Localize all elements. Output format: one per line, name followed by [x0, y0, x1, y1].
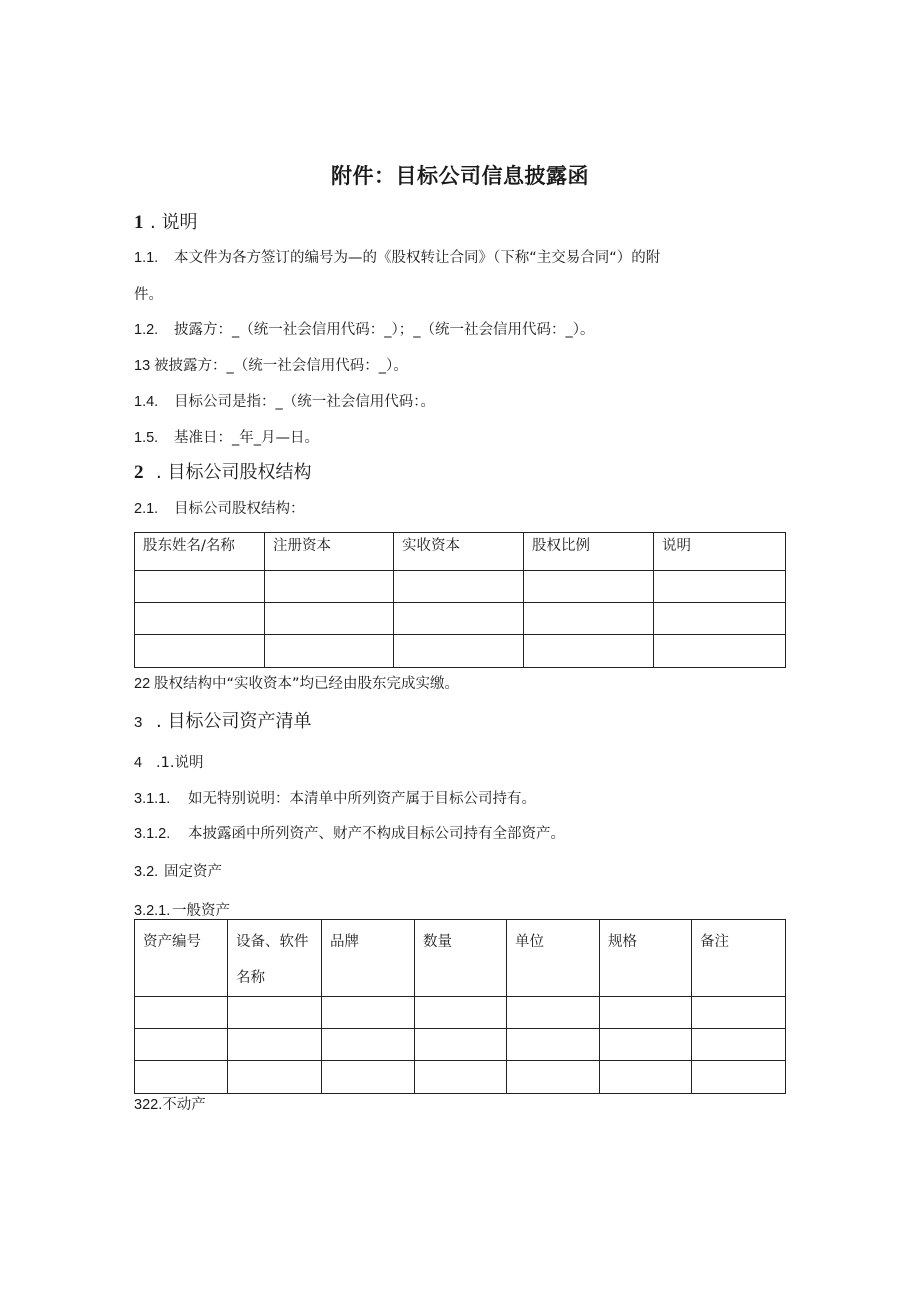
paragraph-3-2-1 [134, 899, 230, 920]
table-header-cell: 备注 [692, 920, 786, 997]
general-assets-table [134, 919, 786, 1094]
paragraph-3-2-1-text: 一般资产 [172, 903, 230, 919]
section-1-heading [134, 208, 197, 234]
paragraph-2-2-number: 22 [134, 676, 151, 692]
paragraph-1-4 [134, 390, 435, 411]
table-header-cell: 规格 [600, 920, 692, 997]
table-header-cell: 数量 [415, 920, 507, 997]
table-cell [228, 1029, 322, 1061]
paragraph-2-2-text: 股权结构中“实收资本”均已经由股东完成实缴。 [154, 676, 460, 692]
table-cell [265, 603, 394, 635]
paragraph-1-2-text: 披露方：_（统一社会信用代码：_）；_（统一社会信用代码：_）。 [174, 322, 595, 338]
table-cell [692, 1029, 786, 1061]
section-3-heading [134, 707, 311, 733]
paragraph-3-1-2-number: 3.1.2. [134, 826, 171, 842]
paragraph-3-2-text: 固定资产 [164, 864, 222, 880]
paragraph-2-2 [134, 672, 459, 693]
table-cell [692, 997, 786, 1029]
paragraph-1-2-number: 1.2. [134, 322, 159, 338]
paragraph-3-2 [134, 860, 222, 881]
paragraph-2-1-number: 2.1. [134, 501, 159, 517]
section-1-title: . 说明 [150, 212, 198, 233]
paragraph-3-1-1-text: 如无特别说明：本清单中所列资产属于目标公司持有。 [188, 791, 536, 807]
table-cell [692, 1061, 786, 1094]
table-cell [135, 603, 265, 635]
table-cell [265, 571, 394, 603]
paragraph-3-2-number: 3.2. [134, 864, 159, 880]
paragraph-4-1-text: .1.说明 [156, 755, 204, 771]
table-cell [654, 635, 786, 668]
table-cell [228, 1061, 322, 1094]
table-cell [507, 1029, 600, 1061]
table-row [135, 997, 786, 1029]
paragraph-1-3-number: 13 [134, 358, 151, 374]
table-cell [135, 1061, 228, 1094]
paragraph-3-2-2-number: 322. [134, 1097, 163, 1113]
table-cell [135, 997, 228, 1029]
paragraph-3-2-1-number: 3.2.1. [134, 903, 171, 919]
table-cell [228, 997, 322, 1029]
table-cell [524, 635, 654, 668]
table-header-cell: 说明 [654, 533, 786, 571]
table-cell [322, 1029, 415, 1061]
section-2-title: . 目标公司股权结构 [156, 462, 312, 483]
paragraph-3-1-1-number: 3.1.1. [134, 791, 171, 807]
paragraph-2-1 [134, 497, 305, 518]
paragraph-1-1-continued: 件。 [134, 287, 163, 303]
section-2-number: 2 [134, 462, 144, 483]
paragraph-1-5-text: 基准日：_年_月—日。 [174, 430, 319, 446]
paragraph-1-1-number: 1.1. [134, 250, 159, 266]
table-header-cell: 品牌 [322, 920, 415, 997]
section-1-number: 1 [134, 212, 144, 233]
paragraph-3-2-2 [134, 1093, 206, 1114]
section-3-title: . 目标公司资产清单 [156, 711, 312, 732]
paragraph-3-2-2-text: 不动产 [162, 1097, 206, 1113]
paragraph-1-1-text: 本文件为各方签订的编号为—的《股权转让合同》（下称“主交易合同“）的附 [174, 250, 661, 266]
table-cell [322, 1061, 415, 1094]
table-cell [135, 1029, 228, 1061]
table-header-cell: 设备、软件名称 [228, 920, 322, 997]
table-cell [394, 635, 524, 668]
table-row [135, 1029, 786, 1061]
table-cell [524, 571, 654, 603]
table-header-row [135, 533, 786, 571]
table-cell [394, 603, 524, 635]
table-row [135, 571, 786, 603]
table-cell [600, 1029, 692, 1061]
paragraph-1-5-number: 1.5. [134, 430, 159, 446]
paragraph-1-2 [134, 318, 595, 339]
paragraph-3-1-2 [134, 822, 565, 843]
table-cell [415, 1029, 507, 1061]
paragraph-2-1-text: 目标公司股权结构： [174, 501, 305, 517]
table-cell [135, 635, 265, 668]
table-header-cell: 单位 [507, 920, 600, 997]
equity-structure-table [134, 532, 786, 668]
paragraph-4-1-number: 4 [134, 755, 143, 771]
section-3-number: 3 [134, 714, 143, 731]
paragraph-3-1-1 [134, 787, 536, 808]
table-cell [135, 571, 265, 603]
table-cell [654, 571, 786, 603]
table-header-cell: 股权比例 [524, 533, 654, 571]
table-cell [322, 997, 415, 1029]
document-title: 附件：目标公司信息披露函 [331, 164, 589, 188]
paragraph-3-1-2-text: 本披露函中所列资产、财产不构成目标公司持有全部资产。 [188, 826, 565, 842]
paragraph-1-5 [134, 426, 319, 447]
paragraph-1-3-text: 被披露方：_（统一社会信用代码：_）。 [154, 358, 408, 374]
table-cell [507, 997, 600, 1029]
paragraph-1-4-text: 目标公司是指：_（统一社会信用代码：。 [174, 394, 435, 410]
table-cell [265, 635, 394, 668]
table-header-cell: 资产编号 [135, 920, 228, 997]
table-cell [600, 1061, 692, 1094]
table-cell [600, 997, 692, 1029]
table-cell [415, 1061, 507, 1094]
paragraph-1-1 [134, 246, 660, 267]
paragraph-1-4-number: 1.4. [134, 394, 159, 410]
table-row [135, 635, 786, 668]
table-cell [654, 603, 786, 635]
paragraph-4-1 [134, 751, 203, 772]
table-header-cell: 股东姓名/名称 [135, 533, 265, 571]
table-row [135, 1061, 786, 1094]
table-header-cell: 注册资本 [265, 533, 394, 571]
table-cell [394, 571, 524, 603]
table-header-cell: 实收资本 [394, 533, 524, 571]
paragraph-1-3 [134, 354, 408, 375]
table-cell [507, 1061, 600, 1094]
table-cell [415, 997, 507, 1029]
section-2-heading [134, 458, 311, 484]
table-header-row [135, 920, 786, 997]
table-row [135, 603, 786, 635]
table-cell [524, 603, 654, 635]
